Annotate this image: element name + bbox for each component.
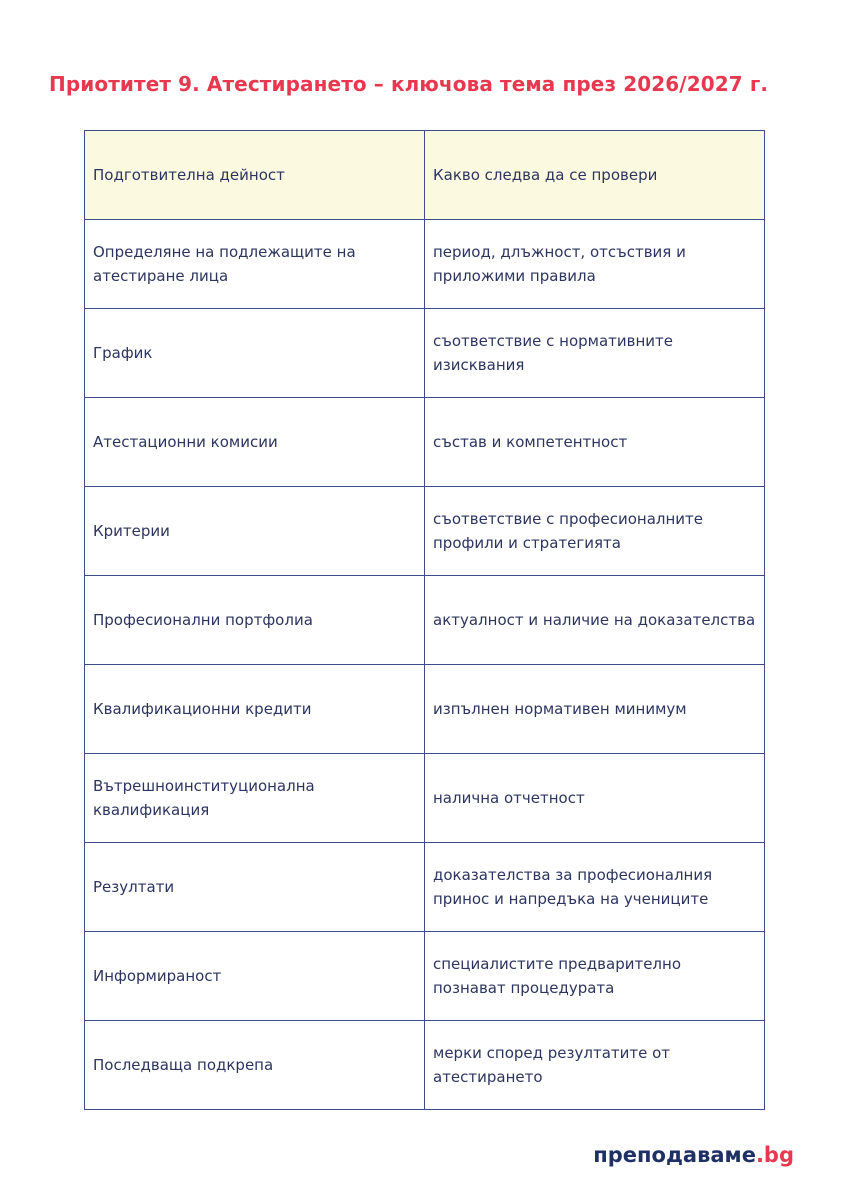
check-cell: състав и компетентност	[425, 398, 765, 487]
checklist-table	[84, 130, 765, 1110]
check-cell: период, длъжност, отсъствия и приложими правила	[425, 220, 765, 309]
activity-cell: Последваща подкрепа	[85, 1021, 425, 1110]
activity-cell: Критерии	[85, 487, 425, 576]
header-activity: Подготвителна дейност	[85, 131, 425, 220]
logo-name: преподаваме	[593, 1143, 756, 1167]
logo-tld: .bg	[755, 1143, 794, 1167]
activity-cell: Квалификационни кредити	[85, 665, 425, 754]
table-row	[85, 398, 765, 487]
check-cell: актуалност и наличие на доказателства	[425, 576, 765, 665]
table-row	[85, 754, 765, 843]
check-cell: мерки според резултатите от атестирането	[425, 1021, 765, 1110]
table-row	[85, 932, 765, 1021]
check-cell: доказателства за професионалния принос и напредъка на учениците	[425, 843, 765, 932]
table-header-row	[85, 131, 765, 220]
check-cell: налична отчетност	[425, 754, 765, 843]
activity-cell: Определяне на подлежащите на атестиране лица	[85, 220, 425, 309]
activity-cell: Атестационни комисии	[85, 398, 425, 487]
table-row	[85, 487, 765, 576]
activity-cell: Информираност	[85, 932, 425, 1021]
table-row	[85, 576, 765, 665]
table-row	[85, 665, 765, 754]
activity-cell: Вътрешноинституционална квалификация	[85, 754, 425, 843]
activity-cell: Професионални портфолиа	[85, 576, 425, 665]
table-row	[85, 220, 765, 309]
check-cell: изпълнен нормативен минимум	[425, 665, 765, 754]
table-row	[85, 309, 765, 398]
table-row	[85, 843, 765, 932]
activity-cell: График	[85, 309, 425, 398]
check-cell: съответствие с професионалните профили и стратегията	[425, 487, 765, 576]
site-logo[interactable]	[593, 1143, 794, 1167]
table-row	[85, 1021, 765, 1110]
header-check: Какво следва да се провери	[425, 131, 765, 220]
check-cell: съответствие с нормативните изисквания	[425, 309, 765, 398]
check-cell: специалистите предварително познават процедурата	[425, 932, 765, 1021]
page-title: Приотитет 9. Атестирането – ключова тема през 2026/2027 г.	[49, 72, 769, 96]
activity-cell: Резултати	[85, 843, 425, 932]
